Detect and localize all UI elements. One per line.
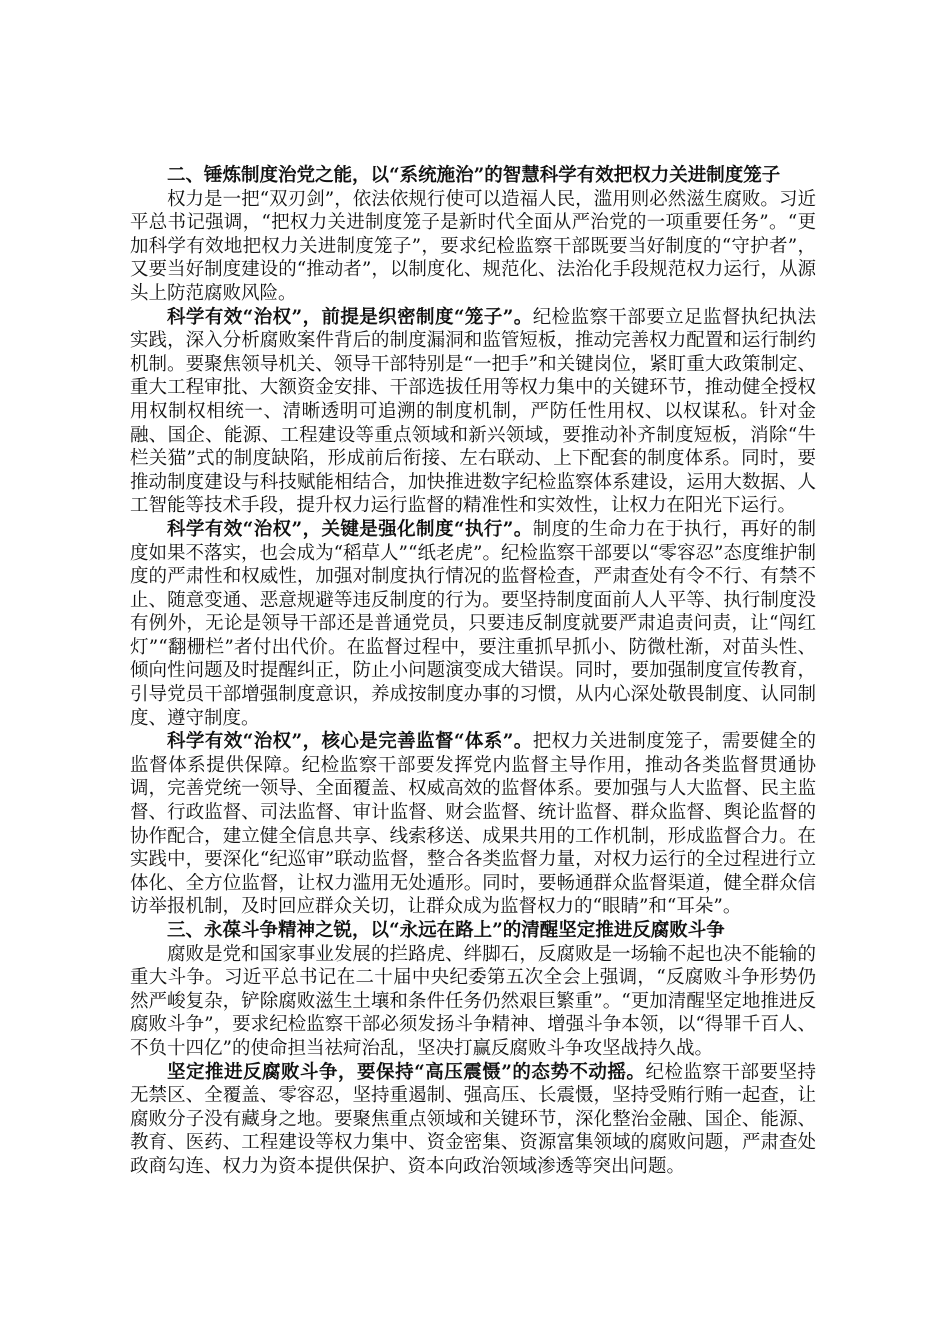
paragraph-lead: 科学有效“治权”，关键是强化制度“执行”。 — [167, 518, 533, 540]
paragraph-text: 制度的生命力在于执行，再好的制度如果不落实，也会成为“稻草人”“纸老虎”。纪检监察干部要以“零容忍”态度维护制度的严肃性和权威性，加强对制度执行情况的监督检查，严肃查处有令不行、有禁不止、随意变通、恶意规避等违反制度的行为。要坚持制度面前人人平等、执行制度没有例外，无论是领导干部还是普通党员，只要违反制度就要严肃追责问责，让“闯红灯”“翻栅栏”者付出代价。在监督过程中，要注重抓早抓小、防微杜渐，对苗头性、倾向性问题及时提醒纠正，防止小问题演变成大错误。同时，要加强制度宣传教育，引导党员干部增强制度意识，养成按制度办事的习惯，从内心深处敬畏制度、认同制度、遵守制度。 — [130, 518, 816, 729]
section-3-intro-paragraph — [130, 943, 816, 1061]
section-3-heading: 三、永葆斗争精神之锐，以“永远在路上”的清醒坚定推进反腐败斗争 — [167, 920, 725, 941]
paragraph-text: 纪检监察干部要立足监督执纪执法实践，深入分析腐败案件背后的制度漏洞和监管短板，推动完善权力配置和运行制约机制。要聚焦领导机关、领导干部特别是“一把手”和关键岗位，紧盯重大政策制定、重大工程审批、大额资金安排、干部选拔任用等权力集中的关键环节，推动健全授权用权制权相统一、清晰透明可追溯的制度机制，严防任性用权、以权谋私。针对金融、国企、能源、工程建设等重点领域和新兴领域，要推动补齐制度短板，消除“牛栏关猫”式的制度缺陷，形成前后衔接、左右联动、上下配套的制度体系。同时，要推动制度建设与科技赋能相结合，加快推进数字纪检监察体系建设，运用大数据、人工智能等技术手段，提升权力运行监督的精准性和实效性，让权力在阳光下运行。 — [130, 306, 816, 517]
paragraph-lead: 科学有效“治权”，核心是完善监督“体系”。 — [167, 731, 533, 753]
paragraph-execution — [130, 518, 816, 730]
paragraph-supervision-system — [130, 730, 816, 919]
paragraph-text: 权力是一把“双刃剑”，依法依规行使可以造福人民，滥用则必然滋生腐败。习近平总书记强调，“把权力关进制度笼子是新时代全面从严治党的一项重要任务”。“更加科学有效地把权力关进制度笼子”，要求纪检监察干部既要当好制度的“守护者”，又要当好制度建设的“推动者”，以制度化、规范化、法治化手段规范权力运行，从源头上防范腐败风险。 — [130, 188, 816, 304]
paragraph-text: 把权力关进制度笼子，需要健全的监督体系提供保障。纪检监察干部要发挥党内监督主导作用，推动各类监督贯通协调，完善党统一领导、全面覆盖、权威高效的监督体系。要加强与人大监督、民主监督、行政监督、司法监督、审计监督、财会监督、统计监督、群众监督、舆论监督的协作配合，建立健全信息共享、线索移送、成果共用的工作机制，形成监督合力。在实践中，要深化“纪巡审”联动监督，整合各类监督力量，对权力运行的全过程进行立体化、全方位监督，让权力滥用无处遁形。同时，要畅通群众监督渠道，健全群众信访举报机制，及时回应群众关切，让群众成为监督权力的“眼睛”和“耳朵”。 — [130, 731, 816, 918]
document-page — [130, 164, 816, 1179]
paragraph-text: 腐败是党和国家事业发展的拦路虎、绊脚石，反腐败是一场输不起也决不能输的重大斗争。习近平总书记在二十届中央纪委第五次全会上强调，“反腐败斗争形势仍然严峻复杂，铲除腐败滋生土壤和条件任务仍然艰巨繁重”。“更加清醒坚定地推进反腐败斗争”，要求纪检监察干部必须发扬斗争精神、增强斗争本领，以“得罪千百人、不负十四亿”的使命担当祛疴治乱，坚决打赢反腐败斗争攻坚战持久战。 — [130, 943, 816, 1059]
section-2-heading: 二、锤炼制度治党之能，以“系统施治”的智慧科学有效把权力关进制度笼子 — [167, 165, 781, 186]
paragraph-high-pressure — [130, 1061, 816, 1179]
paragraph-cage-system — [130, 306, 816, 518]
paragraph-lead: 坚定推进反腐败斗争，要保持“高压震慑”的态势不动摇。 — [167, 1061, 646, 1083]
section-2-intro-paragraph — [130, 188, 816, 306]
paragraph-text: 纪检监察干部要坚持无禁区、全覆盖、零容忍，坚持重遏制、强高压、长震慑，坚持受贿行贿一起查，让腐败分子没有藏身之地。要聚焦重点领域和关键环节，深化整治金融、国企、能源、教育、医药、工程建设等权力集中、资金密集、资源富集领域的腐败问题，严肃查处政商勾连、权力为资本提供保护、资本向政治领域渗透等突出问题。 — [130, 1061, 816, 1177]
paragraph-lead: 科学有效“治权”，前提是织密制度“笼子”。 — [167, 306, 533, 328]
